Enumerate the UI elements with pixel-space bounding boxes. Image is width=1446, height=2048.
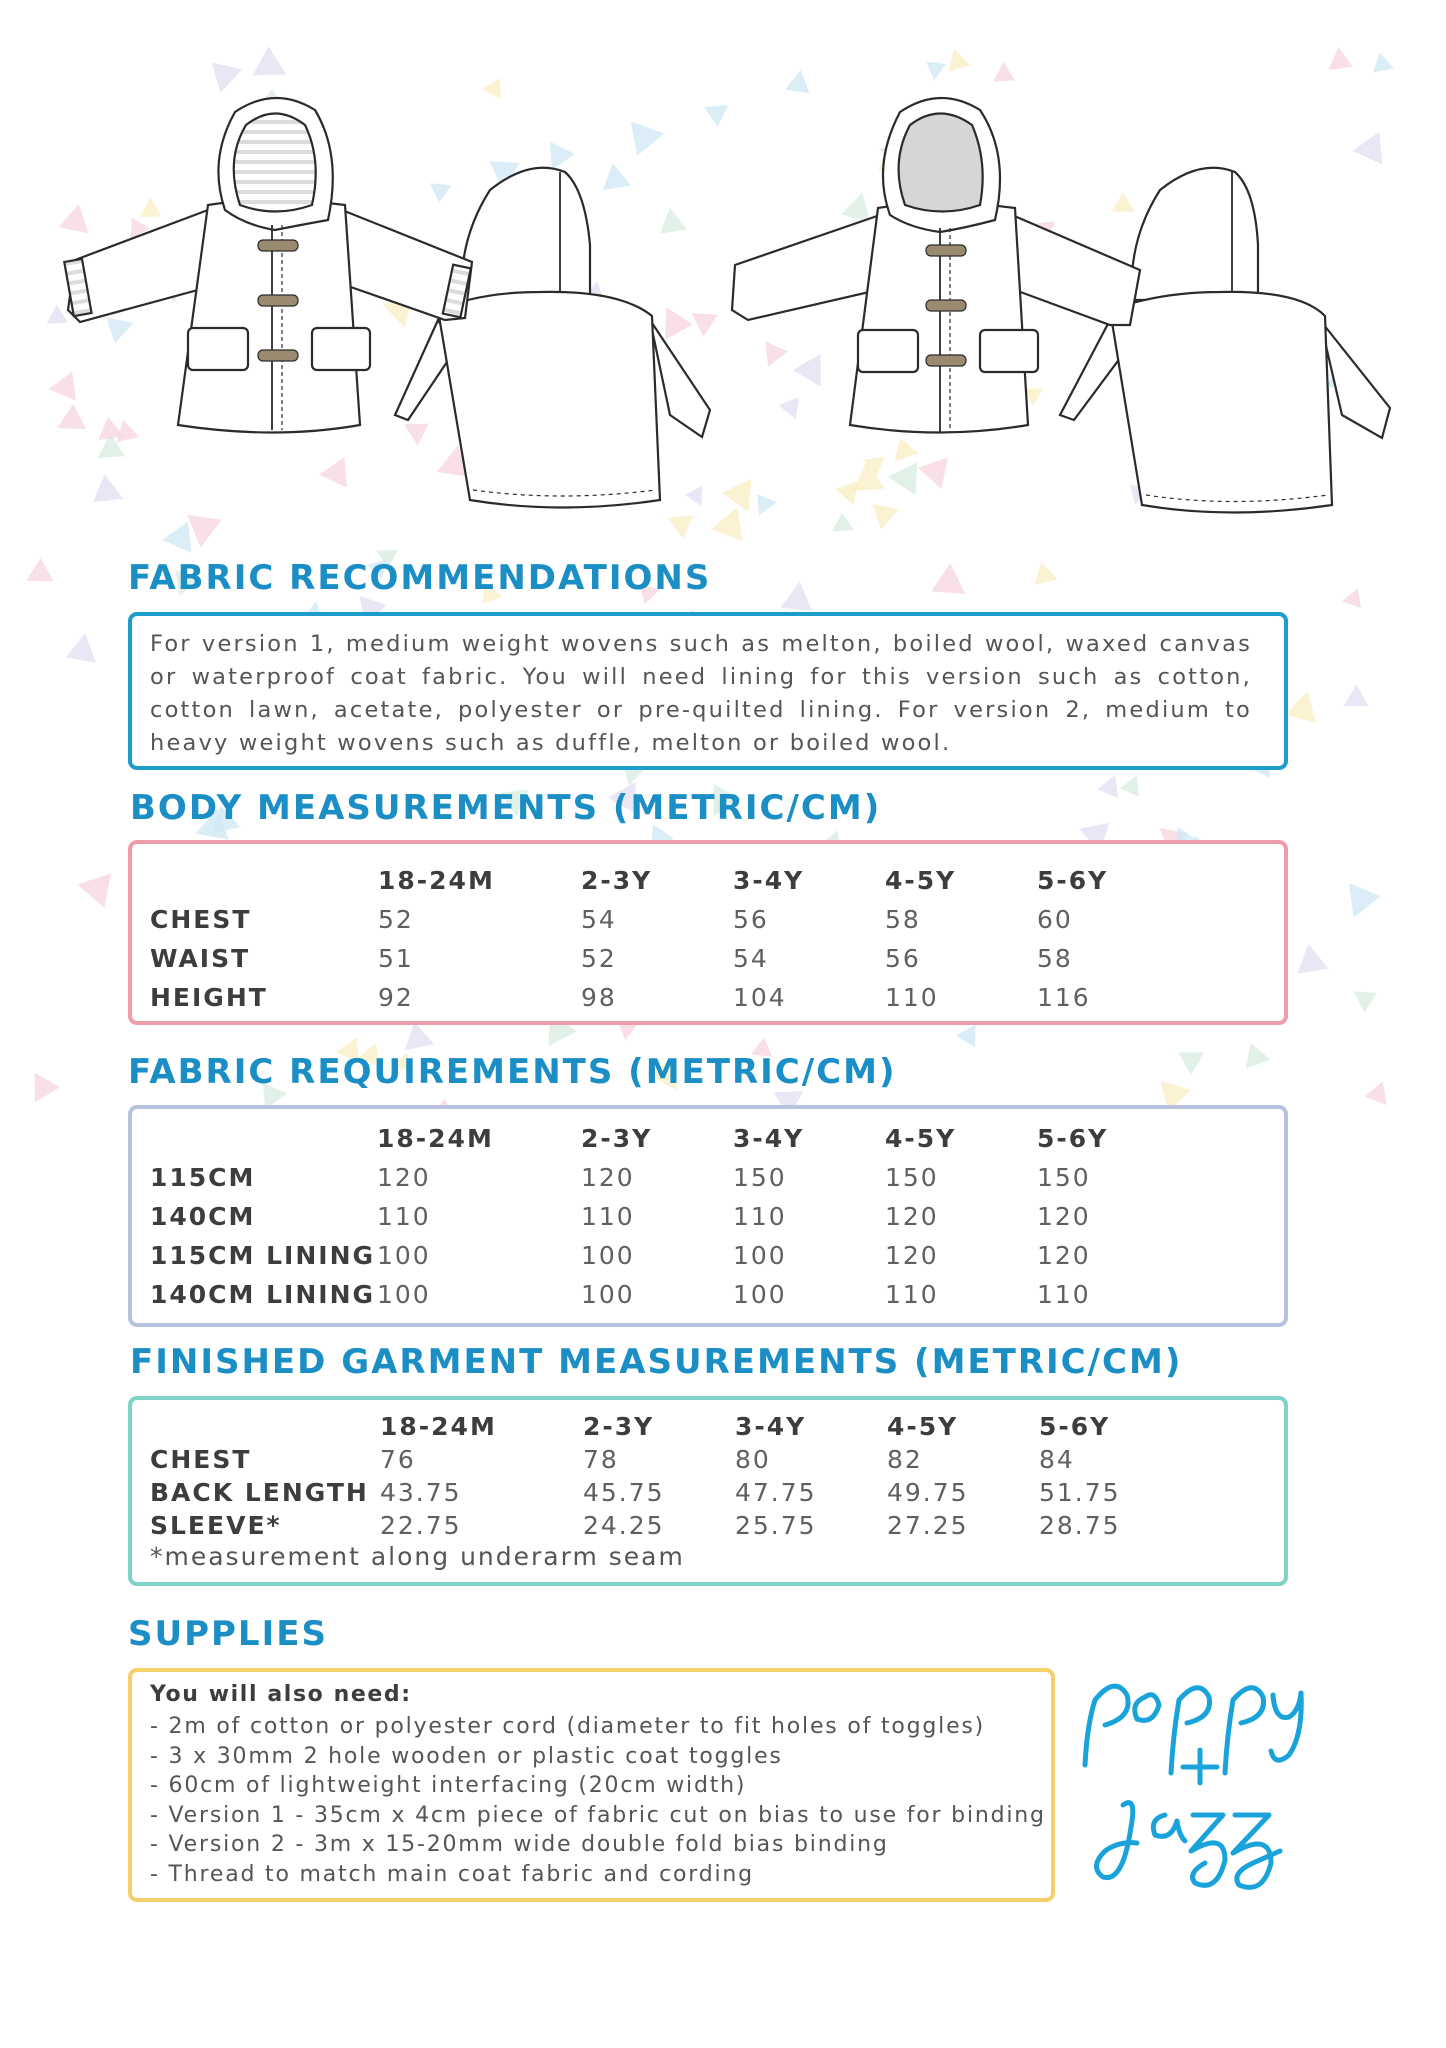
table-row (150, 978, 1187, 1017)
list-item: - Thread to match main coat fabric and cording (150, 1861, 754, 1887)
row-label: HEIGHT (150, 983, 268, 1012)
confetti-triangle (252, 46, 286, 76)
cell-value: 110 (885, 1280, 939, 1309)
supplies-heading: SUPPLIES (128, 1614, 328, 1654)
cell-value: 56 (885, 944, 921, 973)
cell-value: 51 (378, 944, 414, 973)
size-header: 5-6Y (1039, 1412, 1111, 1441)
fabric-requirements-box (128, 1105, 1288, 1327)
fabric-recommendations-box (128, 612, 1288, 770)
fabric-recommendations-heading: FABRIC RECOMMENDATIONS (128, 558, 712, 598)
cell-value: 110 (885, 983, 939, 1012)
confetti-triangle (1342, 588, 1369, 615)
row-label: 115CM LINING (150, 1241, 376, 1270)
cell-value: 100 (733, 1241, 787, 1270)
coat-v1-back-drawing (395, 168, 710, 508)
size-header: 18-24M (378, 866, 495, 895)
cell-value: 120 (581, 1163, 635, 1192)
table-header-blank (150, 861, 378, 900)
size-header: 2-3Y (583, 1412, 655, 1441)
cell-value: 110 (377, 1202, 431, 1231)
confetti-triangle (26, 558, 54, 582)
size-header: 4-5Y (885, 1124, 957, 1153)
cell-value: 54 (733, 944, 769, 973)
size-header: 18-24M (377, 1124, 494, 1153)
cell-value: 51.75 (1039, 1478, 1121, 1507)
confetti-triangle (1343, 684, 1374, 717)
confetti-triangle (1354, 982, 1383, 1012)
cell-value: 49.75 (887, 1478, 969, 1507)
cell-value: 120 (885, 1202, 939, 1231)
finished-garment-box (128, 1396, 1288, 1586)
table-row (150, 1443, 1189, 1476)
cell-value: 47.75 (735, 1478, 817, 1507)
cell-value: 22.75 (380, 1511, 462, 1540)
cell-value: 150 (1037, 1163, 1091, 1192)
list-item: - 60cm of lightweight interfacing (20cm width) (150, 1773, 747, 1798)
confetti-triangle (1178, 1052, 1205, 1075)
cell-value: 25.75 (735, 1511, 817, 1540)
coat-illustrations (60, 80, 1400, 530)
confetti-triangle (1349, 879, 1383, 918)
list-item: - 2m of cotton or polyester cord (diameter to fit holes of toggles) (150, 1714, 986, 1739)
list-item: - Version 1 - 35cm x 4cm piece of fabric cut on bias to use for binding (150, 1802, 1046, 1828)
confetti-triangle (1027, 562, 1058, 593)
cell-value: 27.25 (887, 1511, 969, 1540)
cell-value: 24.25 (583, 1511, 665, 1540)
row-label: 140CM (150, 1202, 256, 1231)
table-row (150, 939, 1187, 978)
cell-value: 28.75 (1039, 1511, 1121, 1540)
cell-value: 100 (377, 1241, 431, 1270)
coat-v2-back-drawing (1060, 168, 1390, 513)
row-label: 140CM LINING (150, 1280, 376, 1309)
table-header-blank (150, 1119, 377, 1158)
cell-value: 110 (1037, 1280, 1091, 1309)
measurement-footnote: *measurement along underarm seam (150, 1542, 685, 1571)
row-label: WAIST (150, 944, 251, 973)
body-measurements-heading: BODY MEASUREMENTS (METRIC/CM) (130, 788, 882, 828)
confetti-triangle (1364, 1077, 1394, 1105)
cell-value: 52 (378, 905, 414, 934)
cell-value: 76 (380, 1445, 416, 1474)
size-header: 4-5Y (887, 1412, 959, 1441)
finished-garment-table (150, 1410, 1189, 1542)
size-header: 2-3Y (581, 1124, 653, 1153)
supplies-box (128, 1668, 1055, 1902)
confetti-triangle (1119, 776, 1140, 800)
body-measurements-table (150, 861, 1187, 1017)
cell-value: 120 (885, 1241, 939, 1270)
cell-value: 150 (733, 1163, 787, 1192)
row-label: BACK LENGTH (150, 1478, 369, 1507)
cell-value: 116 (1037, 983, 1091, 1012)
cell-value: 100 (581, 1280, 635, 1309)
cell-value: 82 (887, 1445, 923, 1474)
confetti-triangle (1287, 944, 1328, 986)
cell-value: 100 (733, 1280, 787, 1309)
confetti-triangle (1096, 775, 1119, 801)
table-row (150, 1236, 1187, 1275)
confetti-triangle (77, 861, 124, 908)
confetti-triangle (956, 1024, 976, 1047)
confetti-triangle (60, 633, 96, 672)
size-header: 3-4Y (733, 866, 805, 895)
size-header: 3-4Y (735, 1412, 807, 1441)
fabric-recommendations-text: For version 1, medium weight wovens such as melton, boiled wool, waxed canvas or waterproof coat fabric. You will need lining for this version such as cotton, cotton lawn, acetate, polyester or pre-quilted lining. For version 2, medium to heavy weight wovens such as duffle, melton or boiled wool. (150, 631, 1252, 756)
cell-value: 78 (583, 1445, 619, 1474)
confetti-triangle (924, 563, 965, 607)
table-row (150, 1509, 1189, 1542)
cell-value: 52 (581, 944, 617, 973)
cell-value: 150 (885, 1163, 939, 1192)
cell-value: 104 (733, 983, 787, 1012)
fabric-requirements-table (150, 1119, 1187, 1314)
cell-value: 110 (581, 1202, 635, 1231)
table-row (150, 1476, 1189, 1509)
cell-value: 92 (378, 983, 414, 1012)
confetti-triangle (34, 1072, 60, 1102)
row-label: CHEST (150, 1445, 252, 1474)
supplies-intro: You will also need: (150, 1682, 412, 1707)
cell-value: 100 (581, 1241, 635, 1270)
cell-value: 45.75 (583, 1478, 665, 1507)
cell-value: 58 (1037, 944, 1073, 973)
confetti-triangle (1238, 1039, 1270, 1069)
table-row (150, 1275, 1187, 1314)
row-label: 115CM (150, 1163, 256, 1192)
cell-value: 60 (1037, 905, 1073, 934)
size-header: 3-4Y (733, 1124, 805, 1153)
size-header: 18-24M (380, 1412, 497, 1441)
cell-value: 120 (1037, 1202, 1091, 1231)
row-label: SLEEVE* (150, 1511, 282, 1540)
cell-value: 110 (733, 1202, 787, 1231)
cell-value: 120 (377, 1163, 431, 1192)
cell-value: 84 (1039, 1445, 1075, 1474)
fabric-requirements-heading: FABRIC REQUIREMENTS (METRIC/CM) (128, 1052, 897, 1092)
confetti-triangle (1366, 52, 1394, 80)
cell-value: 43.75 (380, 1478, 462, 1507)
cell-value: 100 (377, 1280, 431, 1309)
confetti-triangle (1328, 47, 1357, 78)
table-row (150, 1197, 1187, 1236)
cell-value: 80 (735, 1445, 771, 1474)
size-header: 4-5Y (885, 866, 957, 895)
size-header: 5-6Y (1037, 866, 1109, 895)
table-row (150, 1158, 1187, 1197)
confetti-triangle (926, 55, 950, 81)
size-header: 5-6Y (1037, 1124, 1109, 1153)
finished-garment-heading: FINISHED GARMENT MEASUREMENTS (METRIC/CM) (130, 1342, 1183, 1382)
cell-value: 54 (581, 905, 617, 934)
row-label: CHEST (150, 905, 252, 934)
cell-value: 56 (733, 905, 769, 934)
list-item: - Version 2 - 3m x 15-20mm wide double fold bias binding (150, 1832, 889, 1857)
list-item: - 3 x 30mm 2 hole wooden or plastic coat toggles (150, 1743, 783, 1769)
size-header: 2-3Y (581, 866, 653, 895)
table-header-blank (150, 1410, 380, 1443)
body-measurements-box (128, 840, 1288, 1025)
poppy-jazz-logo (1075, 1655, 1335, 1915)
cell-value: 58 (885, 905, 921, 934)
supplies-list (150, 1712, 1046, 1889)
cell-value: 98 (581, 983, 617, 1012)
cell-value: 120 (1037, 1241, 1091, 1270)
table-row (150, 900, 1187, 939)
